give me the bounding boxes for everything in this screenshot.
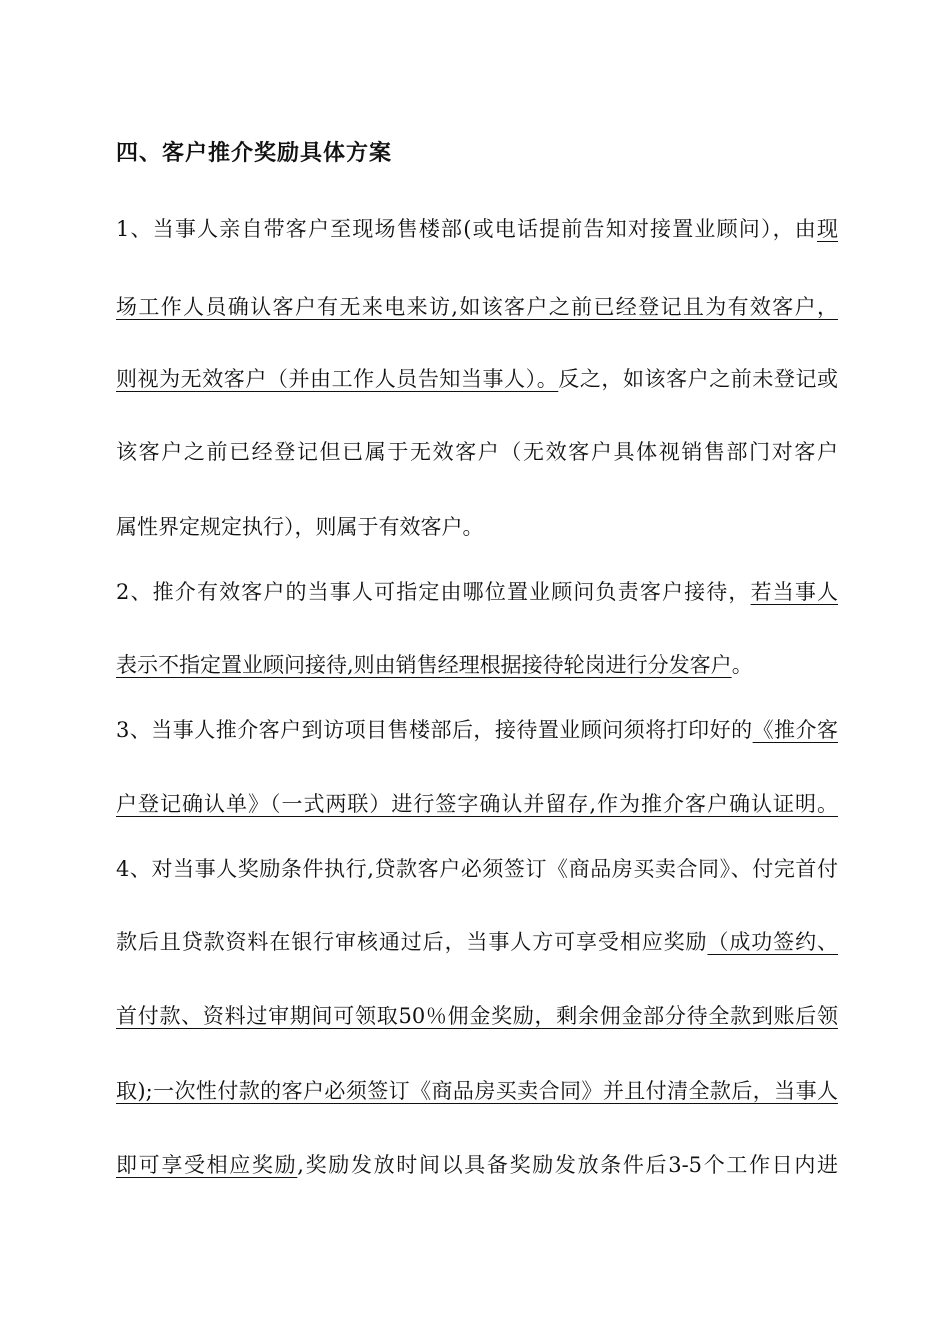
paragraph-line	[116, 212, 838, 246]
paragraph-line	[116, 1148, 838, 1182]
line-text: 3、当事人推介客户到访项目售楼部后，接待置业顾问须将打印好的	[116, 718, 753, 742]
underlined-text: 若当事人	[750, 580, 838, 604]
line-text: 属性界定规定执行），则属于有效客户。	[116, 515, 484, 539]
paragraph-line	[116, 999, 838, 1033]
paragraph-line	[116, 648, 838, 682]
underlined-text: （成功签约、	[707, 930, 838, 954]
section-heading: 四、客户推介奖励具体方案	[116, 140, 393, 166]
paragraph-line	[116, 713, 838, 747]
line-text: 2、推介有效客户的当事人可指定由哪位置业顾问负责客户接待，	[116, 580, 751, 604]
underlined-text: 户登记确认单》（一式两联）进行签字确认并留存,作为推介客户确认证明。	[116, 792, 838, 816]
line-text: 1、当事人亲自带客户至现场售楼部(或电话提前告知对接置业顾问），由	[116, 217, 817, 241]
underlined-text: 场工作人员确认客户有无来电来访,如该客户之前已经登记且为有效客户，	[116, 295, 838, 319]
line-text: 反之，如该客户之前未登记或	[558, 367, 838, 391]
paragraph-line	[116, 787, 838, 821]
underlined-text: 首付款、资料过审期间可领取50％佣金奖励，剩余佣金部分待全款到账后领	[116, 1004, 838, 1028]
underlined-text: 则视为无效客户（并由工作人员告知当事人）。	[116, 367, 559, 391]
paragraph-line	[116, 575, 838, 609]
paragraph-line	[116, 1074, 838, 1108]
line-text: 款后且贷款资料在银行审核通过后，当事人方可享受相应奖励	[116, 930, 708, 954]
paragraph-line	[116, 852, 838, 886]
paragraph-line	[116, 435, 838, 469]
line-text: ,奖励发放时间以具备奖励发放条件后3-5个工作日内进	[297, 1153, 838, 1177]
line-text: 4、对当事人奖励条件执行,贷款客户必须签订《商品房买卖合同》、付完首付	[116, 857, 838, 881]
paragraph-line	[116, 362, 838, 396]
paragraph-line	[116, 925, 838, 959]
underlined-text: 现	[817, 217, 838, 241]
paragraph-line	[116, 290, 838, 324]
line-text: 。	[731, 653, 753, 677]
underlined-text: 《推介客	[752, 718, 838, 742]
underlined-text: 即可享受相应奖励	[116, 1153, 298, 1177]
underlined-text: 取);一次性付款的客户必须签订《商品房买卖合同》并且付清全款后，当事人	[116, 1079, 838, 1103]
underlined-text: 表示不指定置业顾问接待,则由销售经理根据接待轮岗进行分发客户	[116, 653, 732, 677]
paragraph-line	[116, 510, 838, 544]
line-text: 该客户之前已经登记但已属于无效客户（无效客户具体视销售部门对客户	[116, 440, 838, 464]
